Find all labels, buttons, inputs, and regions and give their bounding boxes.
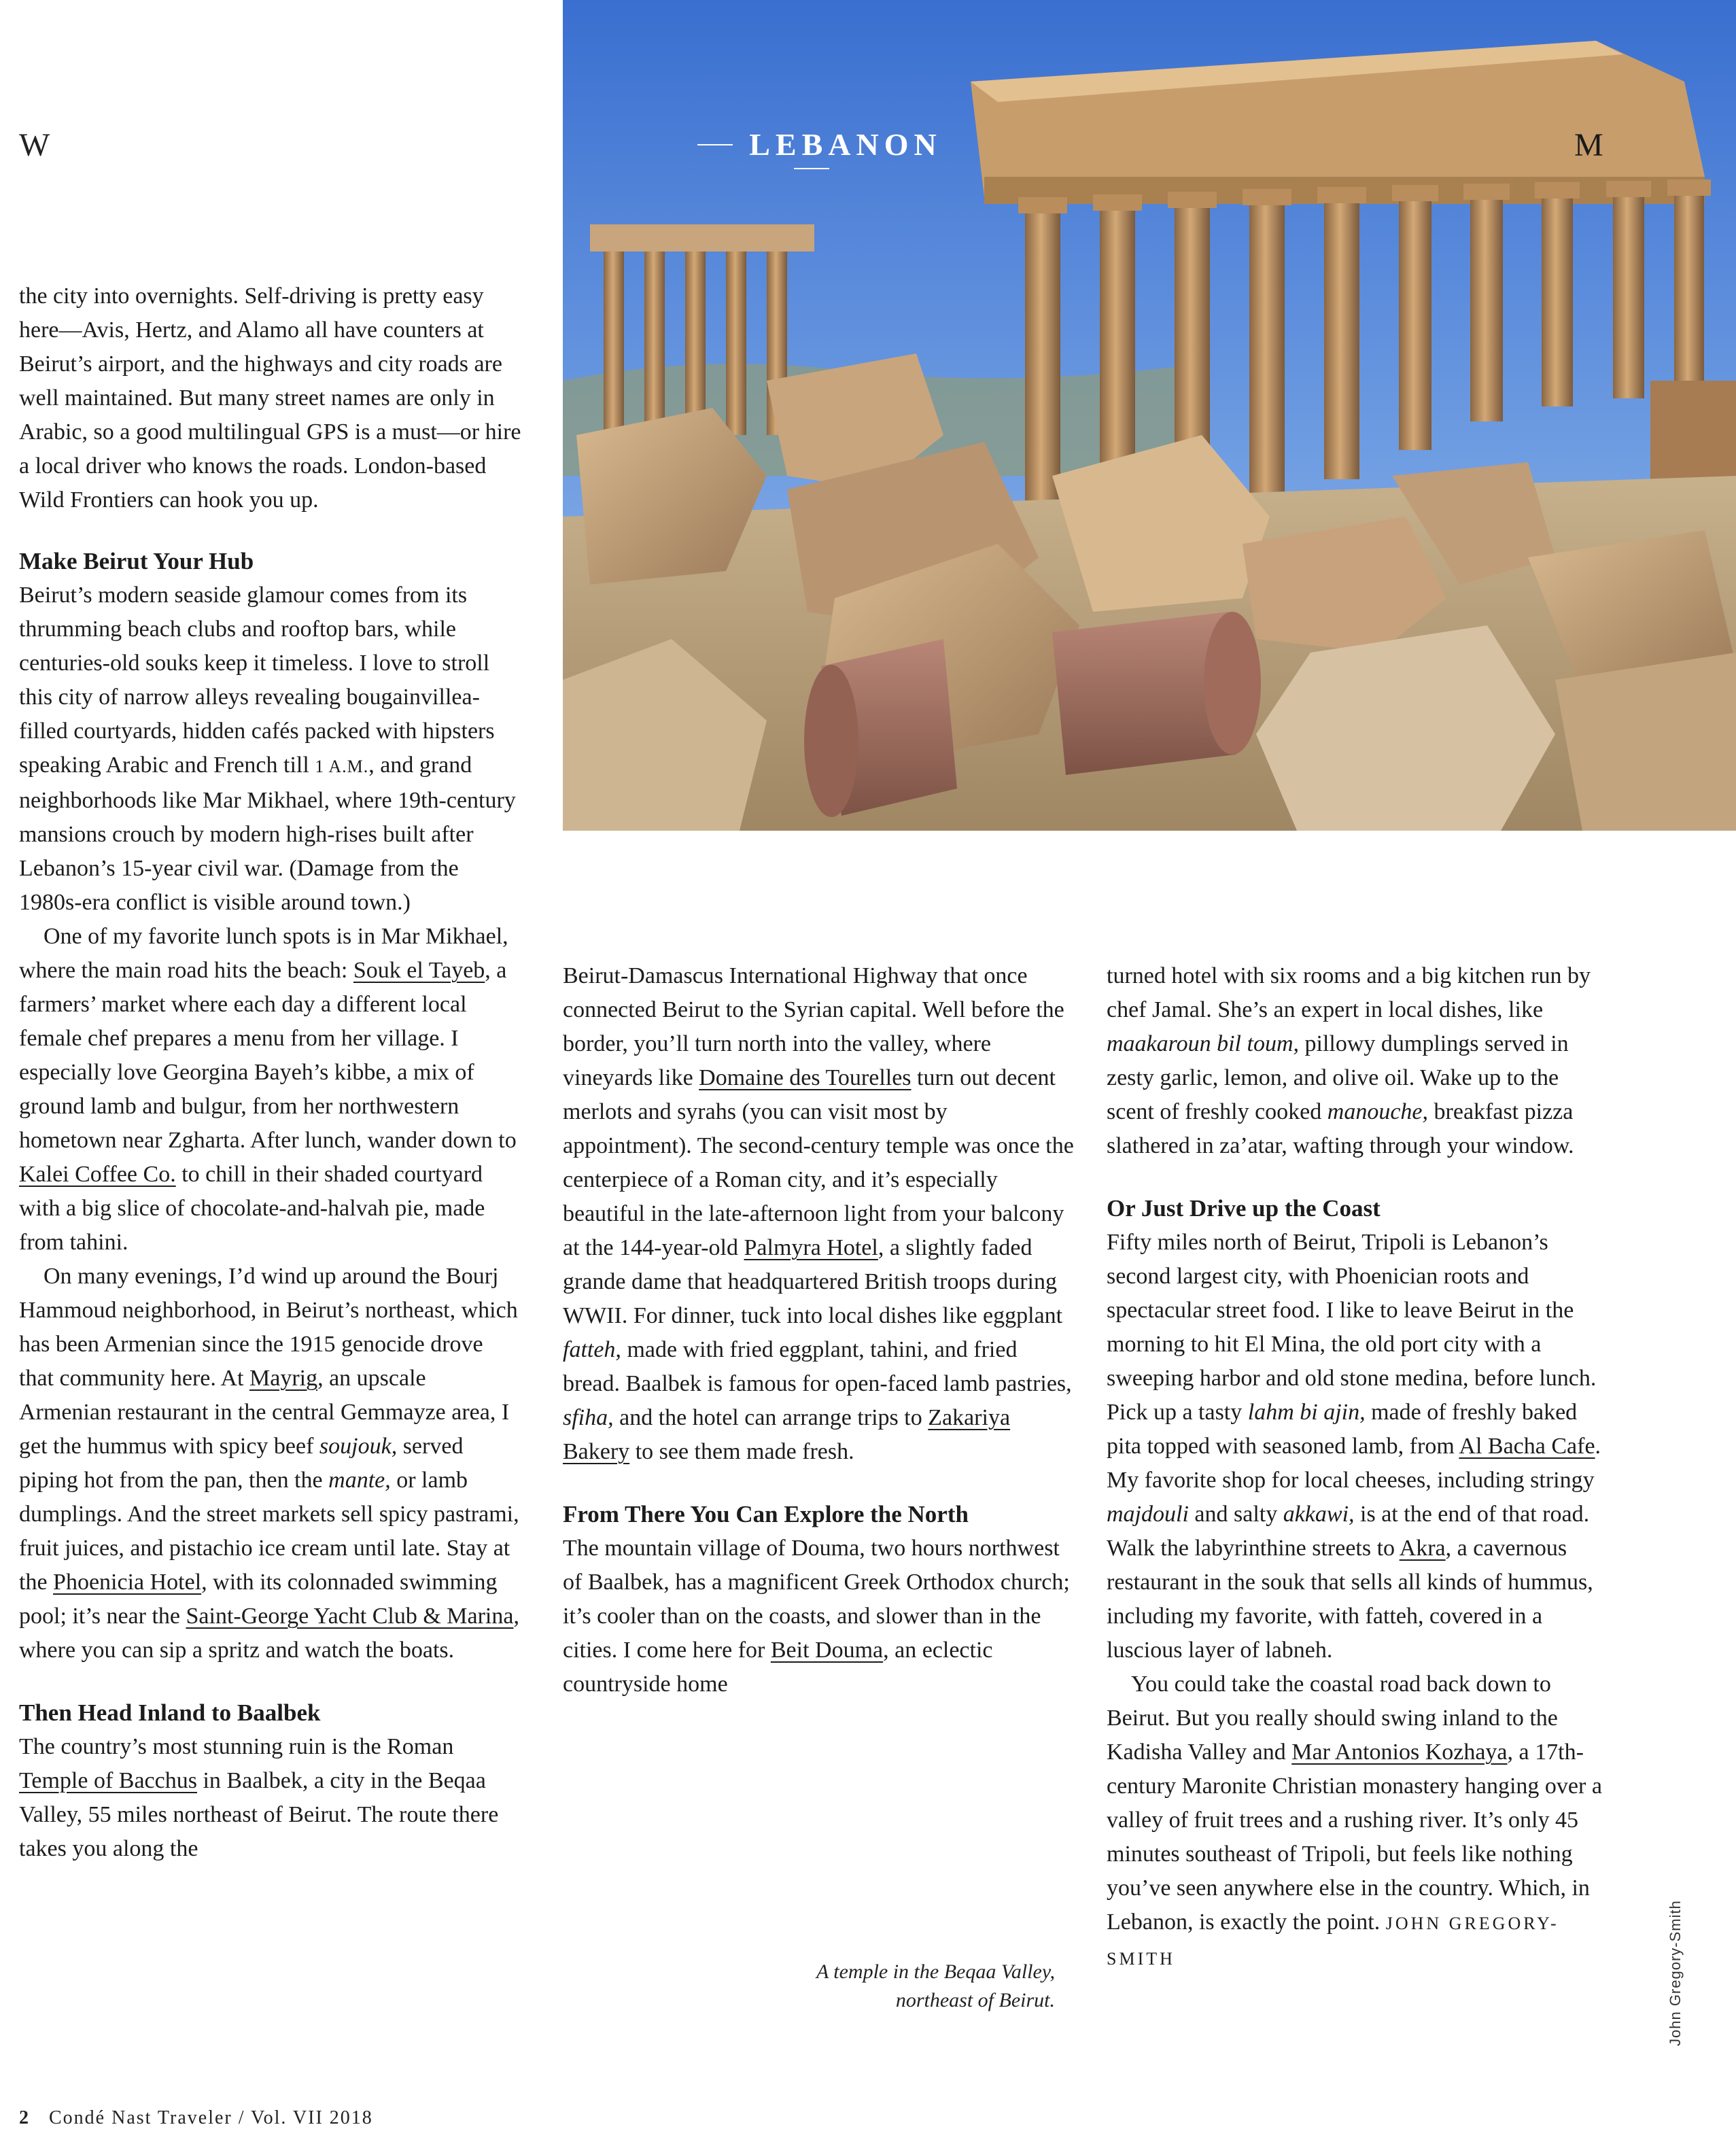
text: Beirut-Damascus International Highway that once connected Beirut to the Syrian capital. Well before the border, you’ll turn north into the valley, where vineyards like — [563, 963, 1064, 1090]
paragraph — [19, 1260, 522, 1667]
link-domaine-des-tourelles[interactable]: Domaine des Tourelles — [699, 1065, 912, 1090]
text: , where you can sip a spritz and watch the boats. — [19, 1604, 519, 1663]
italic-term: soujouk, — [319, 1434, 398, 1459]
paragraph — [563, 1532, 1079, 1701]
paragraph: the city into overnights. Self-driving is pretty easy here—Avis, Hertz, and Alamo all have counters at Beirut’s airport, and the highways and city roads are well maintained. But many street names are only in Arabic, so a good multilingual GPS is a must—or hire a local driver who knows the roads. London-based Wild Frontiers can hook you up. — [19, 283, 521, 513]
subheading-coast: Or Just Drive up the Coast — [1107, 1195, 1381, 1222]
text: breakfast pizza slathered in za’atar, wafting through your window. — [1107, 1099, 1574, 1158]
text: , an upscale Armenian restaurant in the central Gemmayze area, I get the hummus with spicy beef — [19, 1366, 510, 1459]
link-saint-george-yacht-club[interactable]: Saint-George Yacht Club & Marina — [186, 1604, 514, 1629]
photo-credit: John Gregory-Smith — [1667, 1900, 1684, 2046]
section-title — [657, 126, 967, 175]
paragraph — [19, 1730, 522, 1866]
paragraph — [1107, 959, 1610, 1163]
text: . My favorite shop for local cheeses, including stringy — [1107, 1434, 1601, 1493]
text: Fifty miles north of Beirut, Tripoli is Lebanon’s second largest city, with Phoenician roots and spectacular street food. I like to leave Beirut in the morning to hit El Mina, the old port city with a sweeping harbor and old stone medina, before lunch. Pick up a tasty — [1107, 1230, 1597, 1425]
text: or lamb dumplings. And the street markets sell spicy pastrami, fruit juices, and pistachio ice cream until late. Stay at the — [19, 1468, 519, 1595]
italic-term: sfiha, — [563, 1405, 614, 1430]
text: to see them made fresh. — [629, 1439, 854, 1464]
text: One of my favorite lunch spots is in Mar Mikhael, where the main road hits the beach: — [19, 924, 508, 983]
italic-term: majdouli — [1107, 1502, 1189, 1527]
subheading-beirut-hub: Make Beirut Your Hub — [19, 548, 254, 574]
text: The country’s most stunning ruin is the Roman — [19, 1734, 454, 1759]
subheading-north: From There You Can Explore the North — [563, 1501, 969, 1527]
paragraph — [19, 920, 522, 1260]
italic-term: fatteh, — [563, 1337, 621, 1362]
italic-term: lahm bi ajin, — [1247, 1400, 1366, 1425]
text: is at the end of that road. Walk the labyrinthine streets to — [1107, 1502, 1590, 1561]
link-al-bacha-cafe[interactable]: Al Bacha Cafe — [1459, 1434, 1595, 1459]
paragraph — [1107, 1226, 1610, 1667]
author-byline: JOHN GREGORY-SMITH — [1107, 1914, 1559, 1969]
paragraph — [19, 578, 522, 920]
text: , an eclectic countryside home — [563, 1638, 993, 1697]
header-right-letter: M — [1574, 127, 1605, 163]
italic-term: maakaroun bil toum, — [1107, 1031, 1300, 1056]
link-beit-douma[interactable]: Beit Douma — [770, 1638, 884, 1663]
link-mar-antonios-kozhaya[interactable]: Mar Antonios Kozhaya — [1291, 1740, 1508, 1765]
header-rule-right — [794, 168, 829, 169]
subheading-baalbek: Then Head Inland to Baalbek — [19, 1699, 321, 1726]
text: to chill in their shaded courtyard with a big slice of chocolate-and-halvah pie, made from tahini. — [19, 1162, 485, 1255]
link-zakariya-bakery[interactable]: Zakariya Bakery — [563, 1405, 1011, 1464]
article-column-1 — [19, 279, 522, 1866]
temple-ruins-photo — [563, 0, 1736, 831]
text: You could take the coastal road back down to Beirut. But you really should swing inland to the Kadisha Valley and — [1107, 1672, 1558, 1765]
publication-info: Condé Nast Traveler / Vol. VII 2018 — [49, 2107, 373, 2128]
text: , with its colonnaded swimming pool; it’s near the — [19, 1570, 498, 1629]
paragraph — [563, 959, 1079, 1469]
italic-term: manouche, — [1327, 1099, 1429, 1124]
page-footer — [19, 2107, 373, 2129]
link-temple-of-bacchus[interactable]: Temple of Bacchus — [19, 1768, 197, 1793]
link-palmyra-hotel[interactable]: Palmyra Hotel — [744, 1235, 878, 1260]
text: in Baalbek, a city in the Beqaa Valley, 55 miles northeast of Beirut. The route there takes you along the — [19, 1768, 499, 1861]
time-text: 1 A.M. — [315, 757, 369, 776]
header-left-letter: W — [19, 127, 52, 163]
link-phoenicia-hotel[interactable]: Phoenicia Hotel — [53, 1570, 202, 1595]
header-rule-left — [697, 144, 733, 145]
link-akra[interactable]: Akra — [1399, 1536, 1446, 1561]
text: served piping hot from the pan, then the — [19, 1434, 464, 1493]
text: turned hotel with six rooms and a big kitchen run by chef Jamal. She’s an expert in local dishes, like — [1107, 963, 1591, 1022]
paragraph — [1107, 1667, 1610, 1976]
text: and the hotel can arrange trips to — [613, 1405, 928, 1430]
photo-caption: A temple in the Beqaa Valley, northeast of Beirut. — [816, 1960, 1055, 2011]
italic-term: mante, — [328, 1468, 391, 1493]
text: made with fried eggplant, tahini, and fried bread. Baalbek is famous for open-faced lamb pastries, — [563, 1337, 1072, 1396]
article-column-3 — [1107, 959, 1610, 1976]
text: pillowy dumplings served in zesty garlic, lemon, and olive oil. Wake up to the scent of freshly cooked — [1107, 1031, 1569, 1124]
text: , and grand neighborhoods like Mar Mikhael, where 19th-century mansions crouch by modern high-rises built after Lebanon’s 15-year civil war. (Damage from the 1980s-era conflict is visible around town.) — [19, 753, 516, 915]
text: , a slightly faded grande dame that headquartered British troops during WWII. For dinner, tuck into local dishes like eggplant — [563, 1235, 1063, 1328]
link-kalei-coffee[interactable]: Kalei Coffee Co. — [19, 1162, 176, 1187]
link-souk-el-tayeb[interactable]: Souk el Tayeb — [353, 958, 485, 983]
text: turn out decent merlots and syrahs (you can visit most by appointment). The second-century temple was once the centerpiece of a Roman city, and it’s especially beautiful in the late-afternoon light from your balcony at the 144-year-old — [563, 1065, 1074, 1260]
text: , a 17th-century Maronite Christian monastery hanging over a valley of fruit trees and a rushing river. It’s only 45 minutes southeast of Tripoli, but feels like nothing you’ve seen anywhere else in the country. Which, in Lebanon, is exactly the point. — [1107, 1740, 1602, 1935]
text: and salty — [1188, 1502, 1283, 1527]
text: The mountain village of Douma, two hours northwest of Baalbek, has a magnificent Greek Orthodox church; it’s cooler than on the coasts, and slower than in the cities. I come here for — [563, 1536, 1070, 1663]
text: Beirut’s modern seaside glamour comes from its thrumming beach clubs and rooftop bars, while centuries-old souks keep it timeless. I love to stroll this city of narrow alleys revealing bougainvillea-filled courtyards, hidden cafés packed with hipsters speaking Arabic and French till — [19, 583, 495, 778]
link-mayrig[interactable]: Mayrig — [249, 1366, 318, 1391]
italic-term: akkawi, — [1283, 1502, 1355, 1527]
text: made of freshly baked pita topped with seasoned lamb, from — [1107, 1400, 1578, 1459]
section-title-text: LEBANON — [749, 127, 942, 162]
page-number: 2 — [19, 2107, 30, 2128]
article-column-2 — [563, 959, 1079, 1701]
text: On many evenings, I’d wind up around the Bourj Hammoud neighborhood, in Beirut’s northeast, which has been Armenian since the 1915 genocide drove that community here. At — [19, 1264, 518, 1391]
text: , a farmers’ market where each day a different local female chef prepares a menu from her village. I especially love Georgina Bayeh’s kibbe, a mix of ground lamb and bulgur, from her northwestern hometown near Zgharta. After lunch, wander down to — [19, 958, 517, 1153]
text: , a cavernous restaurant in the souk that sells all kinds of hummus, including my favorite, with fatteh, covered in a luscious layer of labneh. — [1107, 1536, 1593, 1663]
